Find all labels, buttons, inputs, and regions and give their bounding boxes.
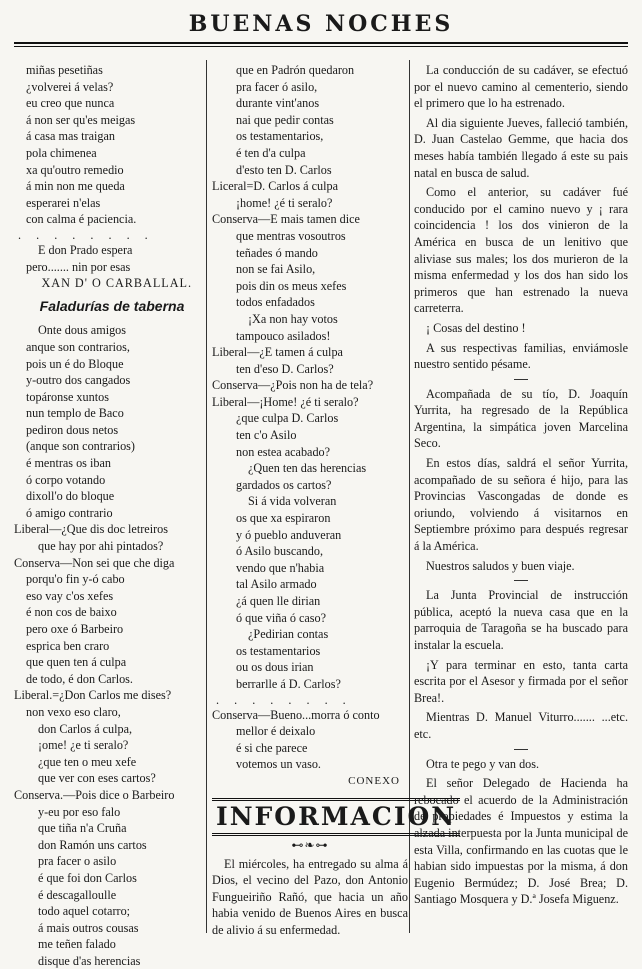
verse-line: ¿Pedirian contas bbox=[248, 627, 329, 642]
verse-line: os testamentarios bbox=[236, 643, 321, 658]
verse-line: de todo, é don Carlos. bbox=[26, 671, 133, 686]
ornament-divider: ⊷❧⊶ bbox=[291, 837, 329, 852]
verse-line: pra facer o asilo bbox=[38, 854, 117, 869]
verse-line: eso vay c'os xefes bbox=[26, 588, 114, 603]
verse-line: don Carlos á culpa, bbox=[38, 721, 133, 736]
verse-line: con calma é paciencia. bbox=[26, 212, 137, 227]
verse-line: pero oxe ó Barbeiro bbox=[26, 622, 124, 636]
verse-line: á mais outros cousas bbox=[38, 920, 139, 935]
verse-line: don Ramón uns cartos bbox=[38, 837, 147, 852]
verse-line: Onte dous amigos bbox=[38, 323, 127, 338]
verse-line: gardados os cartos? bbox=[236, 477, 332, 492]
section-separator bbox=[514, 749, 528, 750]
ellipsis-divider: . . . . . . . . bbox=[18, 227, 154, 242]
verse-line: que ver con eses cartos? bbox=[38, 771, 156, 786]
verse-line: todos enfadados bbox=[236, 295, 315, 310]
verse-line: esperarei n'elas bbox=[26, 195, 101, 210]
verse-line: vendo que n'habia bbox=[236, 560, 325, 575]
verse-line: topáronse xuntos bbox=[26, 389, 109, 404]
verse-line: Liberal—¿E tamen á culpa bbox=[212, 345, 343, 360]
verse-line: y ó pueblo anduveran bbox=[236, 527, 342, 542]
verse-line: Liberal—¡Home! ¿é ti seralo? bbox=[212, 394, 359, 409]
verse-line: á casa mas traigan bbox=[26, 129, 115, 144]
verse-line: tampouco asilados! bbox=[236, 328, 331, 343]
verse-line: porqu'o fin y-ó cabo bbox=[26, 572, 125, 587]
news-paragraph: Acompañada de su tío, D. Joaquín Yurrita, ha regresado de la República Argentina, la simpática joven Marcelina Seco. bbox=[414, 386, 628, 451]
verse-line: y-outro dos cangados bbox=[26, 373, 131, 388]
verse-line: todo aquel cotarro; bbox=[38, 904, 131, 919]
verse-line: ó amigo contrario bbox=[26, 505, 113, 520]
verse-line: teñades ó mando bbox=[236, 245, 318, 260]
verse-line: pois din os meus xefes bbox=[236, 278, 347, 293]
verse-line: me teñen falado bbox=[38, 937, 116, 952]
author-signature: CONEXO bbox=[348, 774, 400, 787]
verse-line: Conserva—Non sei que che diga bbox=[14, 555, 175, 570]
masthead-rule-thin bbox=[14, 46, 628, 47]
verse-line: ¡home! ¿é ti seralo? bbox=[236, 195, 333, 210]
verse-line: é descagalloulle bbox=[38, 887, 117, 902]
verse-line: os testamentarios, bbox=[236, 129, 324, 144]
verse-line: ó que viña ó caso? bbox=[236, 610, 327, 625]
verse-line: ó corpo votando bbox=[26, 472, 106, 487]
column-1-poem bbox=[14, 62, 210, 968]
verse-line: pola chimenea bbox=[26, 145, 97, 160]
news-paragraph: El miércoles, ha entregado su alma á Dios, el vecino del Pazo, don Antonio Fungueiriño Rañó, que hacia un año habia venido de Buenos Aires en busca de alivio á su enfermedad. bbox=[212, 856, 408, 937]
verse-line: miñas pesetiñas bbox=[26, 63, 103, 77]
news-paragraph: ¡ Cosas del destino ! bbox=[426, 320, 526, 335]
verse-line: pero....... nin por esas bbox=[26, 259, 131, 274]
verse-line: tal Asilo armado bbox=[236, 577, 317, 592]
verse-line: ¡Xa non hay votos bbox=[248, 311, 338, 326]
news-paragraph: Otra te pego y van dos. bbox=[426, 756, 540, 771]
verse-line: esprica ben craro bbox=[26, 638, 110, 653]
verse-line: Conserva—E mais tamen dice bbox=[212, 212, 360, 227]
verse-line: é que foi don Carlos bbox=[38, 870, 137, 885]
news-paragraph: La conducción de su cadáver, se efectuó por el nuevo camino al cementerio, siendo el primero que lo ha estrenado. bbox=[414, 63, 628, 111]
section-header bbox=[212, 798, 457, 852]
verse-line: ó Asilo buscando, bbox=[236, 544, 324, 559]
verse-line: E don Prado espera bbox=[38, 242, 133, 257]
masthead-rule-thick bbox=[14, 42, 628, 44]
verse-line: non vexo eso claro, bbox=[26, 704, 121, 719]
verse-line: que hay por ahi pintados? bbox=[38, 539, 164, 554]
verse-line: non se fai Asilo, bbox=[236, 262, 316, 277]
verse-line: Liberal—¿Que dis doc letreiros bbox=[14, 522, 168, 537]
section-separator bbox=[514, 580, 528, 581]
news-paragraph: Mientras D. Manuel Viturro....... ...etc. etc. bbox=[414, 710, 628, 741]
verse-line: ten c'o Asilo bbox=[236, 428, 297, 443]
verse-line: nun templo de Baco bbox=[26, 406, 124, 421]
verse-line: que mentras vosoutros bbox=[236, 228, 346, 243]
verse-line: mellor é deixalo bbox=[236, 724, 316, 739]
poem-title: Faladurías de taberna bbox=[39, 297, 185, 314]
news-paragraph: Al dia siguiente Jueves, falleció también, D. Juan Castelao Gemme, que hacia dos meses había también llegado á este su pais natal en busca de salud. bbox=[414, 115, 628, 180]
verse-line: (anque son contrarios) bbox=[26, 439, 135, 454]
verse-line: Conserva—Bueno...morra ó conto bbox=[212, 707, 380, 722]
verse-line: ¿que culpa D. Carlos bbox=[236, 411, 339, 426]
verse-line: é ten d'a culpa bbox=[236, 145, 306, 160]
verse-line: Conserva—¿Pois non ha de tela? bbox=[212, 378, 374, 393]
verse-line: non estea acabado? bbox=[236, 444, 331, 459]
news-paragraph: El señor Delegado de Hacienda ha rebocado el acuerdo de la Administración de propiedades é Impuestos y estima la alzada interpuesta por la Junta municipal de esta Villa, confirmando en las cuotas que le habian sido impuestas por la misma, á don Eugenio Bermúdez; D. José Brea; D. Santiago Mosquera y D.ª Josefa Miguenz. bbox=[414, 776, 628, 907]
masthead bbox=[14, 10, 628, 50]
news-paragraph: Nuestros saludos y buen viaje. bbox=[426, 558, 575, 573]
verse-line: ¿á quen lle dirian bbox=[236, 594, 321, 608]
verse-line: ten d'eso D. Carlos? bbox=[236, 361, 334, 376]
verse-line: anque son contrarios, bbox=[26, 339, 130, 354]
verse-line: Conserva.—Pois dice o Barbeiro bbox=[14, 787, 175, 802]
verse-line: ¡ome! ¿e ti seralo? bbox=[38, 738, 129, 753]
newspaper-title: BUENAS NOCHES bbox=[188, 11, 454, 37]
news-paragraph: Como el anterior, su cadáver fué conducido por el camino nuevo y ¡ rara coincidencia ! los dos vinieron de la América en busca de un lenitivo que aliviase sus males; los dos murieron de la misma enfermedad y los dos han sido los primeros que han estrenado la nueva carreterra. bbox=[414, 185, 628, 316]
verse-line: é mentras os iban bbox=[26, 456, 111, 471]
verse-line: á non ser qu'es meigas bbox=[26, 112, 136, 127]
verse-line: ou os dous irian bbox=[236, 660, 314, 675]
news-paragraph: A sus respectivas familias, enviámosle nuestro sentido pésame. bbox=[414, 340, 628, 372]
news-paragraph: La Junta Provincial de instrucción pública, aceptó la nueva casa que en la parroquia de Taragoña se ha buscado para instalar la escuela. bbox=[414, 588, 628, 652]
news-paragraph: En estos días, saldrá el señor Yurrita, acompañado de su señora é hijo, para las Provincias Vascongadas de donde es oriundo, volviendo á visitarnos en Septiembre próximo para después regresar á la América. bbox=[414, 456, 628, 554]
verse-line: pra facer ó asilo, bbox=[236, 79, 318, 94]
verse-line: xa qu'outro remedio bbox=[26, 162, 124, 177]
verse-line: Si á vida volveran bbox=[248, 494, 337, 509]
verse-line: Liceral=D. Carlos á culpa bbox=[212, 179, 338, 194]
verse-line: berrarlle á D. Carlos? bbox=[236, 676, 341, 691]
verse-line: d'esto ten D. Carlos bbox=[236, 162, 332, 177]
verse-line: que tiña n'a Cruña bbox=[38, 821, 127, 836]
section-title: INFORMACION bbox=[212, 798, 460, 836]
verse-line: é si che parece bbox=[236, 740, 308, 755]
author-signature: XAN D' O CARBALLAL. bbox=[41, 276, 192, 291]
verse-line: durante vint'anos bbox=[236, 96, 320, 111]
verse-line: disque d'as herencias bbox=[38, 953, 141, 968]
section-separator bbox=[514, 379, 528, 380]
verse-line: Liberal.=¿Don Carlos me dises? bbox=[14, 688, 172, 703]
verse-line: que en Padrón quedaron bbox=[236, 63, 355, 77]
column-3-news bbox=[414, 62, 628, 933]
verse-line: os que xa espiraron bbox=[236, 511, 331, 526]
verse-line: ¿volverei á velas? bbox=[26, 79, 114, 94]
ellipsis-divider: . . . . . . . . bbox=[216, 692, 352, 707]
verse-line: eu creo que nunca bbox=[26, 96, 115, 111]
verse-line: nai que pedir contas bbox=[236, 112, 334, 127]
verse-line: é non cos de baixo bbox=[26, 605, 117, 620]
verse-line: ¿que ten o meu xefe bbox=[38, 754, 137, 769]
news-paragraph: ¡Y para terminar en esto, tanta carta escrita por el Asesor y firmada por el señor Brea!. bbox=[414, 657, 628, 705]
verse-line: dixoll'o do bloque bbox=[26, 489, 115, 504]
verse-line: ¿Quen ten das herencias bbox=[248, 461, 367, 476]
verse-line: que quen ten á culpa bbox=[26, 655, 127, 670]
verse-line: votemos un vaso. bbox=[236, 757, 321, 772]
verse-line: pediron dous netos bbox=[26, 422, 119, 437]
verse-line: á min non me queda bbox=[26, 179, 125, 194]
column-2-poem-and-news bbox=[212, 62, 457, 937]
verse-line: y-eu por eso falo bbox=[38, 804, 121, 819]
verse-line: pois un é do Bloque bbox=[26, 356, 124, 371]
